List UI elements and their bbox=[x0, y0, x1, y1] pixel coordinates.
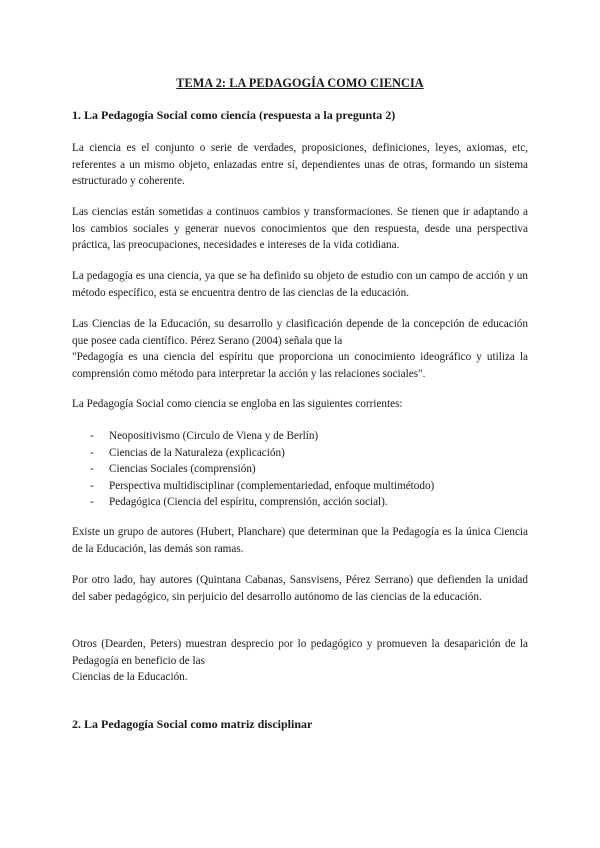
document-title: TEMA 2: LA PEDAGOGÍA COMO CIENCIA bbox=[176, 76, 424, 90]
list-item bbox=[90, 478, 510, 495]
paragraph-currents-intro: La Pedagogía Social como ciencia se engloba en las siguientes corrientes: bbox=[72, 398, 403, 410]
list-item bbox=[90, 461, 510, 478]
list-item bbox=[90, 445, 510, 462]
list-dash: - bbox=[90, 463, 94, 476]
list-dash: - bbox=[90, 430, 94, 442]
section-1-heading: 1. La Pedagogía Social como ciencia (respuesta a la pregunta 2) bbox=[72, 108, 396, 122]
list-item bbox=[90, 494, 510, 511]
paragraph-education-sciences-text: Las Ciencias de la Educación, su desarrollo y clasificación depende de la concepción de educación que posee cada científico. Pérez Serano (2004) señala que la bbox=[72, 318, 528, 347]
paragraph-education-sciences bbox=[72, 316, 528, 382]
list-item bbox=[90, 428, 510, 445]
section-2-heading: 2. La Pedagogía Social como matriz disciplinar bbox=[72, 717, 313, 731]
paragraph-dearden-peters-line-1: Otros (Dearden, Peters) muestran desprecio por lo pedagógico y promueven la desaparición de la Pedagogía en beneficio de las bbox=[72, 638, 528, 667]
list-dash: - bbox=[90, 479, 94, 492]
currents-list bbox=[90, 428, 510, 511]
list-dash: - bbox=[90, 496, 94, 509]
list-item-text: Neopositivismo (Circulo de Viena y de Berlín) bbox=[109, 430, 319, 442]
list-item-text: Ciencias de la Naturaleza (explicación) bbox=[109, 446, 285, 459]
list-item-text: Ciencias Sociales (comprensión) bbox=[109, 463, 256, 476]
paragraph-hubert-planchare: Existe un grupo de autores (Hubert, Planchare) que determinan que la Pedagogía es la única Ciencia de la Educación, las demás son ramas. bbox=[72, 526, 528, 555]
serrano-quote: "Pedagogía es una ciencia del espíritu que proporciona un conocimiento ideográfico y utiliza la comprensión como método para interpretar la acción y las relaciones sociales". bbox=[72, 351, 528, 380]
paragraph-dearden-peters bbox=[72, 636, 528, 686]
paragraph-science-changes: Las ciencias están sometidas a continuos cambios y transformaciones. Se tienen que ir adaptando a los cambios sociales y generar nuevos conocimientos que den respuesta, desde una perspectiva práctica, las preocupaciones, necesidades e intereses de la vida cotidiana. bbox=[72, 206, 528, 252]
paragraph-pedagogy-science: La pedagogía es una ciencia, ya que se ha definido su objeto de estudio con un campo de acción y un método específico, esta se encuentra dentro de las ciencias de la educación. bbox=[72, 270, 528, 299]
list-dash: - bbox=[90, 446, 94, 459]
list-item-text: Pedagógica (Ciencia del espíritu, comprensión, acción social). bbox=[109, 496, 388, 509]
paragraph-pedagogical-unity: Por otro lado, hay autores (Quintana Cabanas, Sansvisens, Pérez Serrano) que defienden la unidad del saber pedagógico, sin perjuicio del desarrollo autónomo de las ciencias de la educación. bbox=[72, 574, 528, 603]
list-item-text: Perspectiva multidisciplinar (complementariedad, enfoque multimétodo) bbox=[109, 479, 435, 492]
paragraph-science-definition: La ciencia es el conjunto o serie de verdades, proposiciones, definiciones, leyes, axiomas, etc, referentes a un mismo objeto, enlazadas entre sí, dependientes unas de otras, formando un sistema estructurado y coherente. bbox=[72, 142, 528, 188]
paragraph-dearden-peters-line-2: Ciencias de la Educación. bbox=[72, 671, 188, 684]
